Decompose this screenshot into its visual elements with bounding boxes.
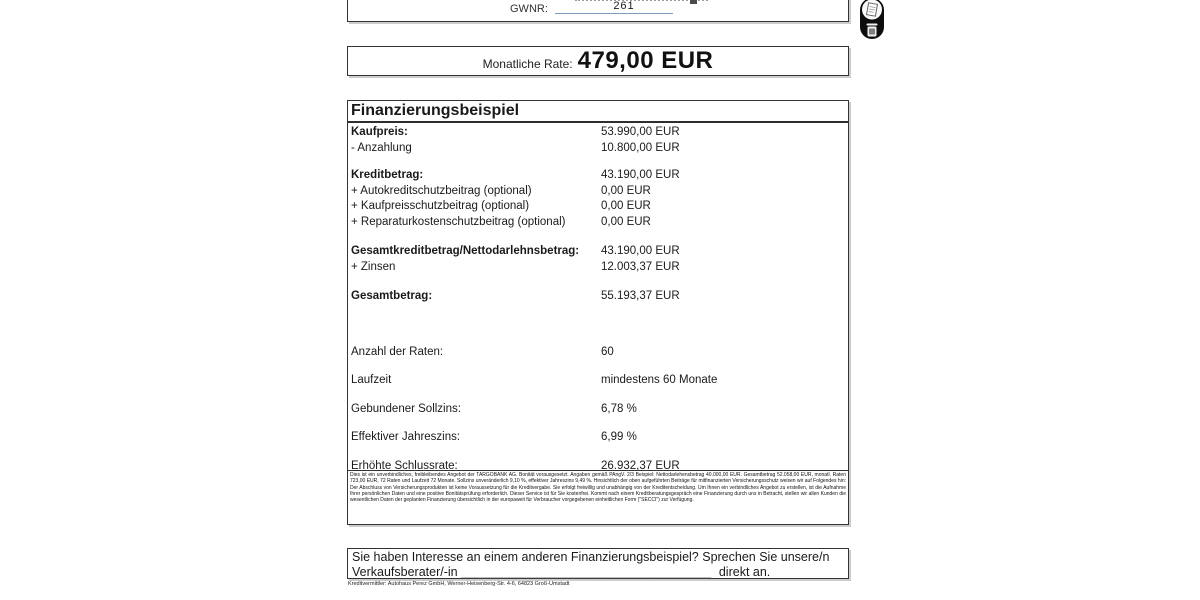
salesperson-fillin-underline: ____________________________________ <box>461 564 712 579</box>
finance-row-value: 6,99 % <box>601 431 637 443</box>
finance-row <box>348 402 848 418</box>
monthly-rate-value: 479,00 EUR <box>577 47 714 74</box>
finance-row-value: 6,78 % <box>601 402 637 415</box>
finance-row <box>348 289 848 305</box>
finance-row <box>348 430 848 446</box>
table-spacer <box>348 360 848 373</box>
finance-row <box>348 244 848 260</box>
finance-row-label: Kreditbetrag: <box>351 169 424 181</box>
finance-row <box>348 141 848 157</box>
finance-row-label: + Kaufpreisschutzbeitrag (optional) <box>351 200 530 212</box>
table-spacer <box>348 275 848 289</box>
finance-row <box>348 345 848 361</box>
finance-row-label: - Anzahlung <box>351 141 412 154</box>
table-spacer <box>348 156 848 168</box>
financing-example-box <box>347 100 849 525</box>
table-spacer <box>348 230 848 244</box>
finance-row-value: 60 <box>601 345 614 358</box>
finance-row <box>348 215 848 231</box>
finance-row-label: Kaufpreis: <box>351 126 408 138</box>
table-spacer <box>348 305 848 345</box>
finance-row-value: mindestens 60 Monate <box>601 374 718 386</box>
finance-row-label: Gebundener Sollzins: <box>351 402 461 415</box>
finance-row-value: 53.990,00 EUR <box>601 126 680 138</box>
credit-broker-line: Kreditvermittler: Autohaus Perez GmbH, Werner-Heisenberg-Str. 4-6, 64823 Groß-Umstadt <box>348 581 570 587</box>
gwnr-box <box>347 0 849 22</box>
finance-row <box>348 125 848 141</box>
financing-example-title: Finanzierungsbeispiel <box>348 101 848 123</box>
finance-row <box>348 260 848 276</box>
interest-line2-suffix: direkt an. <box>718 564 771 579</box>
finance-row-label: Erhöhte Schlussrate: <box>351 459 458 472</box>
finance-row-label: + Reparaturkostenschutzbeitrag (optional) <box>351 215 566 228</box>
interest-line2 <box>352 565 844 580</box>
finance-row <box>348 168 848 184</box>
finance-row-label: Gesamtkreditbetrag/Nettodarlehnsbetrag: <box>351 245 580 257</box>
interest-question-box <box>347 548 849 579</box>
monthly-rate-box <box>347 46 849 76</box>
gwnr-underline: _______________________ <box>553 12 695 19</box>
finance-row <box>348 199 848 215</box>
finance-row-label: + Autokreditschutzbeitrag (optional) <box>351 184 532 197</box>
financing-table <box>348 123 848 474</box>
finance-row-value: 10.800,00 EUR <box>601 141 680 154</box>
page-icon <box>867 3 878 16</box>
monthly-rate-label: Monatliche Rate: <box>482 57 573 71</box>
finance-row-value: 0,00 EUR <box>601 215 651 228</box>
finance-row-label: Gesamtbetrag: <box>351 290 433 302</box>
finance-row-value: 0,00 EUR <box>601 200 651 212</box>
table-spacer <box>348 417 848 430</box>
floating-widget[interactable] <box>857 0 887 42</box>
gwnr-label: GWNR: <box>510 3 548 15</box>
finance-row-label: Effektiver Jahreszins: <box>351 431 461 443</box>
gwnr-write-area <box>553 0 695 19</box>
trash-icon <box>867 24 878 37</box>
table-spacer <box>348 446 848 459</box>
finance-row-value: 0,00 EUR <box>601 184 651 197</box>
interest-line1: Sie haben Interesse an einem anderen Finanzierungsbeispiel? Sprechen Sie unsere/n <box>352 550 830 564</box>
finance-row-value: 12.003,37 EUR <box>601 260 680 273</box>
gwnr-blue-underline <box>555 13 673 14</box>
finance-row-label: + Zinsen <box>351 260 396 273</box>
disclaimer-fineprint: Dies ist ein unverbindliches, freibleibendes Angebot der TARGOBANK AG. Bonität vorausgesetzt. Angaben gemäß PAngV. 2/3 Beispiel: Nettodarlehensbetrag 40.000,00 EUR. Gesamtbetrag 52.058,00 EUR, monatl. Raten 723,00 EUR, 72 Raten und Laufzeit 72 Monate. Sollzins unveränderlich 9,10 %, effektiver Jahreszins 9,49 %. Hinsichtlich der oben aufgeführten Beiträge für mitfinanzierten Versicherungsschutz weisen wir auf Folgendes hin: Der Abschluss von Versicherungsprodukten ist keine Voraussetzung für die Kreditvergabe. Sie erfolgt freiwillig und unabhängig von der Kreditentscheidung. Um Ihnen ein verbindliches Angebot zu erstellen, ist die Aufnahme Ihrer persönlichen Daten und eine positive Bonitätsprüfung erforderlich. Dieser Service ist für Sie kostenfrei. Kommt nach einem Kreditberatungsgespräch eine Finanzierung durch uns in Betracht, stellen wir allen Kunden die wesentlichen Daten der geplanten Finanzierung übersichtlich in der europaweit für Verbraucher vorgegebenen einheitlichen Form ("SECCI") zur Verfügung. <box>348 470 848 524</box>
finance-row-value: 43.190,00 EUR <box>601 245 680 257</box>
table-spacer <box>348 389 848 402</box>
salesperson-label: Verkaufsberater/-in <box>352 564 458 579</box>
finance-row <box>348 184 848 200</box>
gwnr-value: 261 <box>613 0 635 12</box>
finance-row-label: Laufzeit <box>351 374 392 386</box>
finance-row-value: 26.932,37 EUR <box>601 459 680 472</box>
finance-row <box>348 373 848 389</box>
finance-row-label: Anzahl der Raten: <box>351 345 444 358</box>
finance-row-value: 43.190,00 EUR <box>601 169 680 181</box>
finance-row-value: 55.193,37 EUR <box>601 290 680 302</box>
